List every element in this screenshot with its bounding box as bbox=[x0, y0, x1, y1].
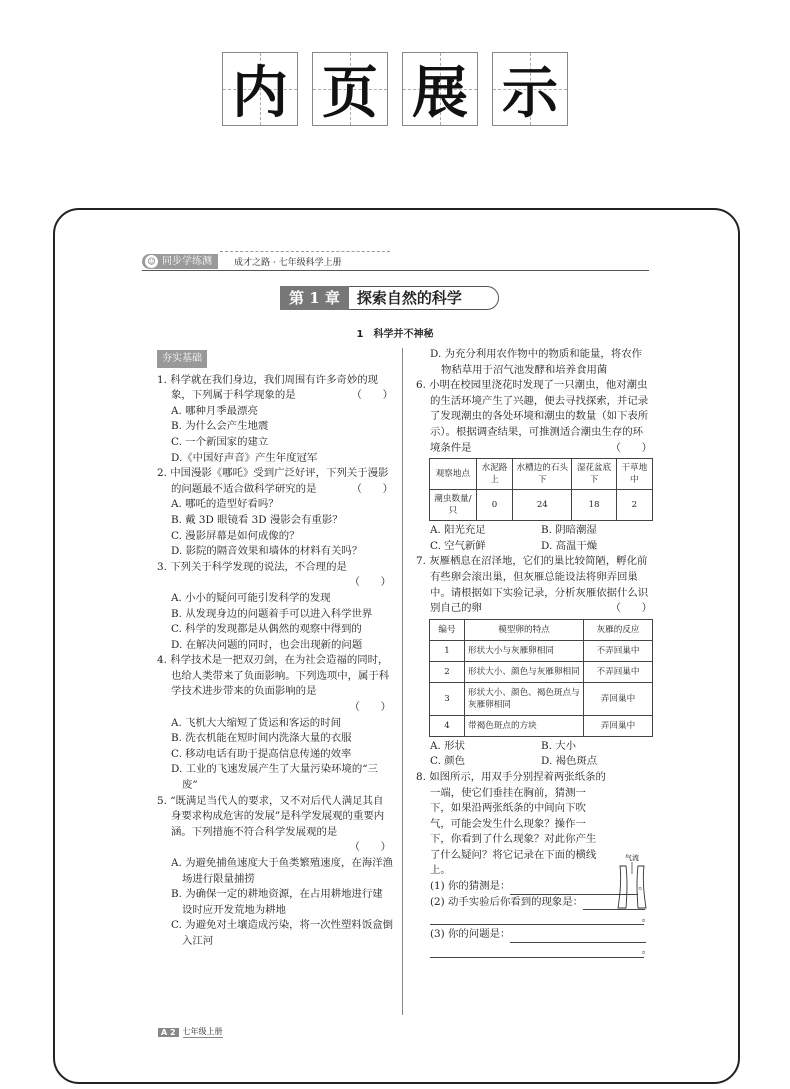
option: D.《中国好声音》产生年度冠军 bbox=[171, 451, 318, 464]
column-divider bbox=[402, 348, 403, 1015]
table-header: 干草地中 bbox=[616, 459, 652, 490]
table-cell: 3 bbox=[430, 682, 465, 715]
table-cell: 18 bbox=[572, 490, 616, 521]
table-header: 灰雁的反应 bbox=[584, 619, 653, 640]
banner-char: 示 bbox=[492, 52, 568, 126]
option: A. 哪吒的造型好看吗？ bbox=[171, 498, 279, 511]
table-cell: 带褐色斑点的方块 bbox=[465, 715, 584, 736]
question-4: 4. 科学技术是一把双刃剑，在为社会造福的同时，也给人类带来了负面影响。下列选项中，属于科学技术进步带来的负面影响的是 （ ） bbox=[157, 654, 391, 714]
header-title: 成才之路 · 七年级科学上册 bbox=[234, 258, 342, 268]
paper-strips-figure bbox=[612, 852, 652, 910]
section-tag: 夯实基础 bbox=[157, 350, 207, 368]
banner-char: 内 bbox=[222, 52, 298, 126]
option: C. 漫影屏幕是如何成像的？ bbox=[171, 529, 300, 542]
table-cell: 形状大小、颜色、褐色斑点与灰雁卵相同 bbox=[465, 682, 584, 715]
option: D. 褐色斑点 bbox=[541, 755, 598, 768]
option: C. 颜色 bbox=[430, 755, 465, 768]
table-cell: 4 bbox=[430, 715, 465, 736]
paper-strip-right bbox=[637, 866, 646, 908]
page-number: A 2 bbox=[158, 1028, 179, 1037]
question-3: 3. 下列关于科学发现的说法，不合理的是 （ ） bbox=[157, 560, 391, 589]
option: B. 为确保一定的耕地资源，在占用耕地进行建设时应开发荒地为耕地 bbox=[171, 888, 383, 916]
option: C. 为避免对土壤造成污染，将一次性塑料饭盒倒入江河 bbox=[171, 919, 393, 947]
experiment-table bbox=[429, 619, 653, 737]
option-row bbox=[430, 523, 652, 539]
book-icon: ☺ bbox=[145, 255, 158, 268]
option: B. 从发现身边的问题着手可以进入科学世界 bbox=[171, 607, 373, 620]
paper-strip-left bbox=[618, 866, 627, 908]
option: A. 哪种月季最漂亮 bbox=[171, 404, 258, 417]
question-5: 5. “既满足当代人的要求，又不对后代人满足其自身要求构成危害的发展”是科学发展观的重要内涵。下列措施不符合科学发展观的是 （ ） bbox=[157, 794, 391, 854]
table-header: 水泥路上 bbox=[476, 459, 512, 490]
option: D. 为充分利用农作物中的物质和能量，将农作物秸草用于沼气池发酵和培养食用菌 bbox=[430, 348, 642, 376]
option-row bbox=[430, 754, 652, 770]
answer-line-2b: 。 bbox=[430, 910, 644, 925]
running-header bbox=[142, 254, 649, 271]
option: D. 在解决问题的同时，也会出现新的问题 bbox=[171, 638, 363, 651]
table-cell: 弄回巢中 bbox=[584, 682, 653, 715]
option: B. 阴暗潮湿 bbox=[541, 524, 597, 537]
footer-text: 七年级上册 bbox=[182, 1027, 223, 1036]
table-cell: 形状大小、颜色与灰雁卵相同 bbox=[465, 661, 584, 682]
table-cell: 不弄回巢中 bbox=[584, 661, 653, 682]
option: A. 阳光充足 bbox=[430, 524, 486, 537]
option-row bbox=[430, 739, 652, 755]
option: B. 戴 3D 眼镜看 3D 漫影会有重影？ bbox=[171, 513, 343, 526]
left-column bbox=[157, 347, 393, 950]
table-header: 模型卵的特点 bbox=[465, 619, 584, 640]
survey-table bbox=[429, 458, 653, 521]
question-8: 8. 如图所示，用双手分别捏着两张纸条的一端，使它们垂挂在胸前，猜测一下，如果沿两张纸条的中间向下吹气，可能会发生什么现象？操作一下，你看到了什么现象？对此你产生了什么疑问？将它记录在下面的横线上。 bbox=[416, 770, 606, 877]
table-header: 观察地点 bbox=[430, 459, 477, 490]
banner bbox=[0, 52, 790, 126]
option-row bbox=[430, 539, 652, 555]
table-header: 编号 bbox=[430, 619, 465, 640]
section-title: 1 科学并不神秘 bbox=[356, 329, 434, 340]
option: C. 移动电话有助于提高信息传递的效率 bbox=[171, 747, 352, 760]
table-cell: 2 bbox=[616, 490, 652, 521]
banner-char: 展 bbox=[402, 52, 478, 126]
table-cell: 形状大小与灰雁卵相同 bbox=[465, 640, 584, 661]
page-footer bbox=[158, 1026, 223, 1038]
airflow-label: 气流 bbox=[625, 854, 639, 862]
question-2: 2. 中国漫影《哪吒》受到广泛好评，下列关于漫影的问题最不适合做科学研究的是 （ ） bbox=[157, 467, 393, 495]
option: A. 为避免捕鱼速度大于鱼类繁殖速度，在海洋渔场进行限量捕捞 bbox=[171, 857, 393, 885]
option: A. 飞机大大缩短了货运和客运的时间 bbox=[171, 716, 341, 729]
table-cell: 2 bbox=[430, 661, 465, 682]
table-header: 湿花盆底下 bbox=[572, 459, 616, 490]
option: B. 为什么会产生地震 bbox=[171, 420, 269, 433]
option: C. 空气新鲜 bbox=[430, 539, 486, 552]
option: A. 小小的疑问可能引发科学的发现 bbox=[171, 591, 331, 604]
table-cell: 1 bbox=[430, 640, 465, 661]
option: A. 形状 bbox=[430, 739, 465, 752]
option: B. 大小 bbox=[541, 739, 577, 752]
option: D. 高温干燥 bbox=[541, 539, 598, 552]
chapter-title bbox=[280, 286, 499, 310]
question-7: 7. 灰雁栖息在沼泽地，它们的巢比较简陋，孵化前有些卵会滚出巢，但灰雁总能设法将卵弄回巢中。请根据如下实验记录，分析灰雁依据什么识别自己的卵 （ ） bbox=[416, 555, 652, 615]
table-cell: 0 bbox=[476, 490, 512, 521]
option: C. 科学的发现都是从偶然的观察中得到的 bbox=[171, 623, 362, 636]
question-1: 1. 科学就在我们身边，我们周围有许多奇妙的现象，下列属于科学现象的是 （ ） bbox=[157, 373, 393, 402]
option: B. 洗衣机能在短时间内洗涤大量的衣服 bbox=[171, 732, 352, 745]
header-dots bbox=[220, 251, 390, 252]
option: C. 一个新国家的建立 bbox=[171, 435, 269, 448]
question-6: 6. 小明在校园里浇花时发现了一只潮虫，他对潮虫的生活环境产生了兴趣，便去寻找探索，并记录了发现潮虫的各处环境和潮虫的数量（如下表所示）。根据调查结果，可推测适合潮虫生存的环境条件是 （ ） bbox=[416, 379, 652, 454]
chapter-number: 第 1 章 bbox=[280, 286, 349, 310]
answer-line-2: (2) 动手实验后你看到的现象是： bbox=[416, 895, 652, 911]
table-cell: 24 bbox=[513, 490, 572, 521]
table-cell: 不弄回巢中 bbox=[584, 640, 653, 661]
table-cell: 弄回巢中 bbox=[584, 715, 653, 736]
banner-char: 页 bbox=[312, 52, 388, 126]
answer-line-3: (3) 你的问题是： bbox=[416, 927, 652, 943]
answer-line-1: (1) 你的猜测是： 。 bbox=[416, 879, 652, 895]
header-badge: ☺ 同步学练测 bbox=[142, 254, 218, 269]
chapter-name: 探索自然的科学 bbox=[349, 286, 499, 310]
table-header: 水槽边的石头下 bbox=[513, 459, 572, 490]
option: D. 工业的飞速发展产生了大量污染环境的“三废” bbox=[171, 763, 378, 792]
answer-line-3b: 。 bbox=[430, 943, 644, 958]
table-cell: 潮虫数量/只 bbox=[430, 490, 477, 521]
option: D. 影院的隔音效果和墙体的材料有关吗？ bbox=[171, 545, 363, 558]
